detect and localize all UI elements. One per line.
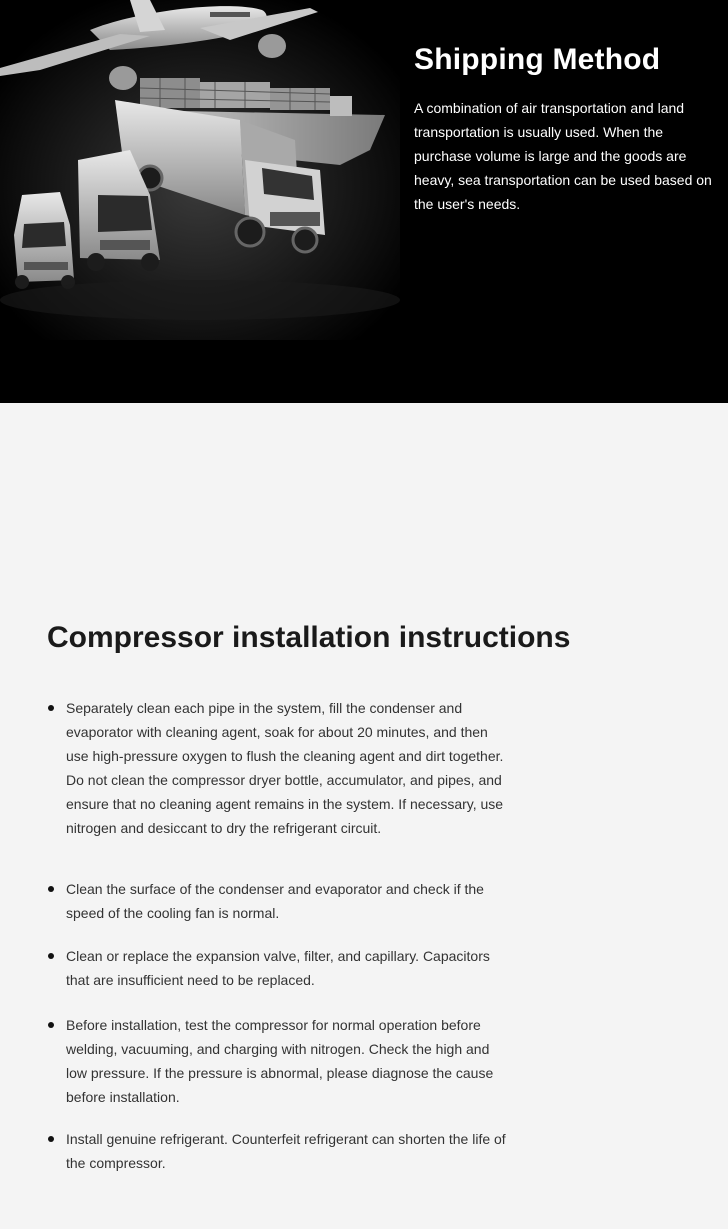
instruction-text: Clean the surface of the condenser and evaporator and check if the speed of the cooling fan is normal.	[66, 881, 484, 921]
list-item	[47, 1013, 507, 1127]
shipping-method-description: A combination of air transportation and land transportation is usually used. When the purchase volume is large and the goods are heavy, sea transportation can be used based on the user's needs.	[414, 100, 712, 212]
transport-vehicles-illustration	[0, 0, 400, 340]
bullet-icon	[48, 705, 54, 711]
instruction-text: Install genuine refrigerant. Counterfeit refrigerant can shorten the life of the compressor.	[66, 1131, 506, 1171]
bullet-icon	[48, 1136, 54, 1142]
list-item	[47, 877, 507, 944]
shipping-banner	[0, 0, 728, 403]
list-item	[47, 944, 507, 1013]
bullet-icon	[48, 1022, 54, 1028]
instruction-text: Before installation, test the compressor for normal operation before welding, vacuuming, and charging with nitrogen. Check the high and low pressure. If the pressure is abnormal, please diagnose the cause before installation.	[66, 1017, 494, 1105]
instruction-text: Separately clean each pipe in the system, fill the condenser and evaporator with cleaning agent, soak for about 20 minutes, and then use high-pressure oxygen to flush the cleaning agent and dirt together. Do not clean the compressor dryer bottle, accumulator, and pipes, and ensure that no cleaning agent remains in the system. If necessary, use nitrogen and desiccant to dry the refrigerant circuit.	[66, 700, 504, 836]
instructions-list	[47, 696, 507, 1175]
instruction-text: Clean or replace the expansion valve, filter, and capillary. Capacitors that are insufficient need to be replaced.	[66, 948, 490, 988]
bullet-icon	[48, 953, 54, 959]
list-item	[47, 1127, 507, 1175]
bullet-icon	[48, 886, 54, 892]
list-item	[47, 696, 507, 877]
shipping-method-title: Shipping Method	[414, 43, 661, 76]
shipping-text-block	[414, 42, 714, 216]
instructions-title: Compressor installation instructions	[47, 621, 571, 654]
